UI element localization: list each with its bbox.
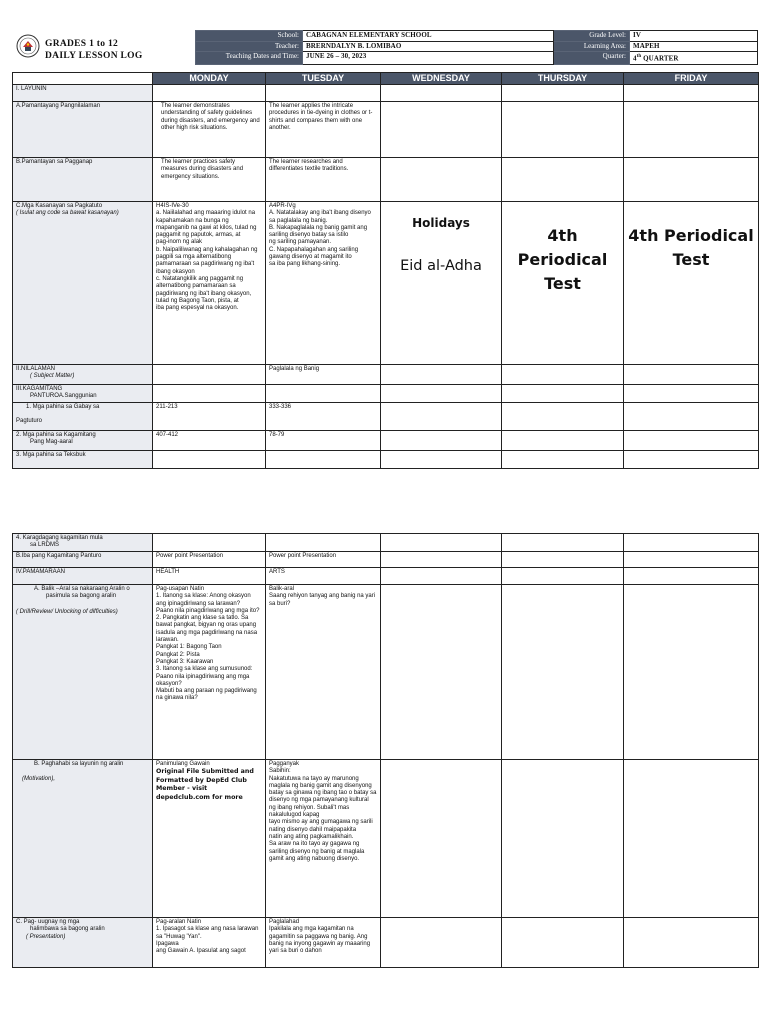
paghahabi-sublabel: (Motivation), (22, 776, 56, 783)
gabay-label-cell (13, 403, 153, 431)
dates-label: Teaching Dates and Time: (196, 52, 303, 65)
pag-uugnay-label-2: halimbawa sa bagong aralin (30, 926, 105, 933)
kagamitan-label: 2. Mga pahina sa Kagamitang (16, 432, 96, 438)
paghahabi-monday-cell (153, 760, 266, 918)
thursday-test-cell: 4th Periodical Test (502, 202, 624, 365)
balik-aral-monday: Pag-usapan Natin 1. Itanong sa klase: Anong okasyon ang ipinagdiriwang sa larawan? Paano nila pinagdiriwang ang mga ito? 2. Pangkatin ang klase sa tatlo. Sa bawat pangkat, bigyan ng oras upang isadula ang mga pagdiriwang na nasa larawan. Pangkat 1: Bagong Taon Pangkat 2: Pista Pangkat 3: Kaarawan 3. Itanong sa klase ang sumusunod: Paano nila ipinagdiriwang ang mga okasyon? Mabuti ba ang paraan ng pagdiriwang na ginawa nila? (153, 585, 266, 760)
corner-cell (13, 73, 153, 85)
learning-area-value: MAPEH (630, 41, 758, 52)
school-value: CABAGNAN ELEMENTARY SCHOOL (303, 31, 554, 42)
gabay-label: 1. Mga pahina sa Gabay sa (26, 404, 100, 410)
school-label: School: (196, 31, 303, 42)
pag-uugnay-sublabel: ( Presentation) (26, 933, 66, 940)
pamamaraan-tuesday: ARTS (266, 568, 381, 585)
grade-label: Grade Level: (554, 31, 630, 42)
kagamitan-label-cell (13, 431, 153, 451)
pagganap-monday: The learner practices safety measures during disasters and emergency situations. (153, 158, 266, 202)
paghahabi-label: B. Paghahabi sa layunin ng aralin (34, 761, 124, 767)
kasanayan-tuesday: A4PR-IVg A. Natatalakay ang iba't ibang disenyo sa paglalala ng banig. B. Nakapaglalala ng banig gamit ang sariling disenyo batay sa istilo ng sariling pamayanan. C. Napapahalagahan ang sariling gawang disenyo at magamit ito sa iba pang likhang-sining. (266, 202, 381, 365)
nilalaman-label: II.NILALAMAN (16, 366, 56, 372)
nilalaman-tuesday: Paglalala ng Banig (266, 365, 381, 385)
lrdms-label: 4. Karagdagang kagamitan mula (16, 535, 103, 541)
paghahabi-tuesday: Pagganyak Sabihin: Nakatutuwa na tayo ay marunong maglala ng banig gamit ang disenyong batay sa ginawa ng ibang tao o batay sa disenyo ng mga pamayanang kultural ng ibang rehiyon. Subali't mas nakalulugod kapag tayo mismo ay ang gumagawa ng sarili nating disenyo dahil maipapakita natin ang ating pagkamalikhain. Sa araw na ito tayo ay gagawa ng sariling disenyo ng banig at maglala gamit ang ating nabuong disenyo. (266, 760, 381, 918)
lrdms-label-2: sa LRDMS (30, 542, 60, 549)
quarter-text: QUARTER (641, 54, 679, 63)
pamantayan-pagganap-label: B.Pamantayan sa Pagganap (13, 158, 153, 202)
pagganap-tuesday: The learner researches and differentiates textile traditions. (266, 158, 381, 202)
kasanayan-monday: H4IS-IVe-30 a. Naiilalahad ang maaaring idulot na kapahamakan na bunga ng mapanganib na gawi at kilos, tulad ng paggamit ng paputok, armas, at pag-inom ng alak b. Naipaliliwanag ang kahalagahan ng pagpili sa mga alternatibong pamamaraan sa pagdiriwang ng iba't ibang okasyon c. Natatangkilik ang paggamit ng alternatibong pamamaraan sa pagdiriwang ng iba't ibang okasyon, tulad ng Bagong Taon, pista, at iba pang espesyal na okasyon. (153, 202, 266, 365)
kagamitan-monday: 407-412 (153, 431, 266, 451)
kagamitang-label: III.KAGAMITANG (16, 386, 63, 392)
pag-uugnay-monday: Pag-aralan Natin 1. Ipasagot sa klase ang nasa larawan sa "Huwag 'Yan". Ipagawa ang Gawain A. Ipasulat ang sagot (153, 918, 266, 968)
quarter-number: 4 (633, 54, 637, 63)
friday-test-cell: 4th Periodical Test (624, 202, 759, 365)
day-tuesday: TUESDAY (266, 73, 381, 85)
pag-uugnay-label-cell (13, 918, 153, 968)
deped-seal-icon (16, 34, 40, 58)
teacher-value: BRERNDALYN B. LOMIBAO (303, 41, 554, 52)
teacher-label: Teacher: (196, 41, 303, 52)
quarter-suffix: th (636, 54, 642, 60)
balik-aral-tuesday: Balik-aral Saang rehiyon tanyag ang banig na yari sa buri? (266, 585, 381, 760)
pag-uugnay-tuesday: Paglalahad Ipakilala ang mga kagamitan na gagamitin sa paggawa ng banig. Ang banig na inyong gagawin ay maaaring yari sa buri o dahon (266, 918, 381, 968)
gabay-monday: 211-213 (153, 403, 266, 431)
kagamitang-label-cell (13, 385, 153, 403)
balik-aral-label-cell (13, 585, 153, 760)
pamantayang-pangnilalaman-label: A.Pamantayang Pangnilalaman (13, 102, 153, 158)
grade-value: IV (630, 31, 758, 42)
iba-kagamitan-tuesday: Power point Presentation (266, 552, 381, 568)
day-friday: FRIDAY (624, 73, 759, 85)
balik-aral-sublabel: ( Drill/Review/ Unlocking of difficulties) (16, 608, 118, 615)
iba-kagamitan-monday: Power point Presentation (153, 552, 266, 568)
iba-kagamitan-label: B.Iba pang Kagamitang Panturo (13, 552, 153, 568)
kasanayan-label-cell (13, 202, 153, 365)
kasanayan-sublabel: ( Isulat ang code sa bawat kasanayan) (16, 210, 119, 217)
deped-club-note: Original File Submitted and Formatted by DepEd Club Member - visit depedclub.com for more (156, 768, 254, 801)
pangnilalaman-monday: The learner demonstrates understanding of safety guidelines during disasters, and emergency and other high risk situations. (153, 102, 266, 158)
day-thursday: THURSDAY (502, 73, 624, 85)
pamamaraan-monday: HEALTH (153, 568, 266, 585)
layunin-label: I. LAYUNIN (13, 85, 153, 102)
balik-aral-label-2: pasimula sa bagong aralin (46, 593, 117, 600)
title-line-1: GRADES 1 to 12 (45, 39, 119, 49)
eid-text: Eid al-Adha (400, 258, 482, 274)
pag-uugnay-label: C. Pag- uugnay ng mga (16, 919, 80, 925)
learning-area-label: Learning Area: (554, 41, 630, 52)
nilalaman-label-cell (13, 365, 153, 385)
kagamitan-tuesday: 78-79 (266, 431, 381, 451)
lesson-log-table-1 (12, 72, 759, 469)
wednesday-holiday-cell (381, 202, 502, 365)
gabay-tuesday: 333-336 (266, 403, 381, 431)
header-info-table (195, 30, 758, 65)
sanggunian-label: PANTUROA.Sanggunian (30, 393, 97, 400)
kasanayan-label: C.Mga Kasanayan sa Pagkatuto (16, 203, 103, 209)
lrdms-label-cell (13, 534, 153, 552)
pangnilalaman-tuesday: The learner applies the intricate procedures in tie-dyeing in clothes or t-shirts and compares them with one another. (266, 102, 381, 158)
gabay-label-2: Pagtuturo (16, 418, 43, 425)
quarter-label: Quarter: (554, 52, 630, 65)
document-title (45, 38, 143, 62)
dates-value: JUNE 26 – 30, 2023 (303, 52, 554, 65)
day-monday: MONDAY (153, 73, 266, 85)
pamamaraan-label: IV.PAMAMARAAN (13, 568, 153, 585)
title-line-2: DAILY LESSON LOG (45, 51, 143, 61)
day-wednesday: WEDNESDAY (381, 73, 502, 85)
paghahabi-label-cell (13, 760, 153, 918)
lesson-log-table-2 (12, 533, 759, 968)
quarter-value (630, 52, 758, 65)
nilalaman-sublabel: ( Subject Matter) (30, 373, 75, 380)
kagamitan-label-2: Pang Mag-aaral (30, 439, 73, 446)
holidays-text: Holidays (412, 216, 470, 230)
paghahabi-monday: Panimulang Gawain (156, 761, 210, 767)
teksbuk-label: 3. Mga pahina sa Teksbuk (13, 451, 153, 469)
balik-aral-label: A. Balik –Aral sa nakaraang Aralin o (34, 586, 130, 592)
